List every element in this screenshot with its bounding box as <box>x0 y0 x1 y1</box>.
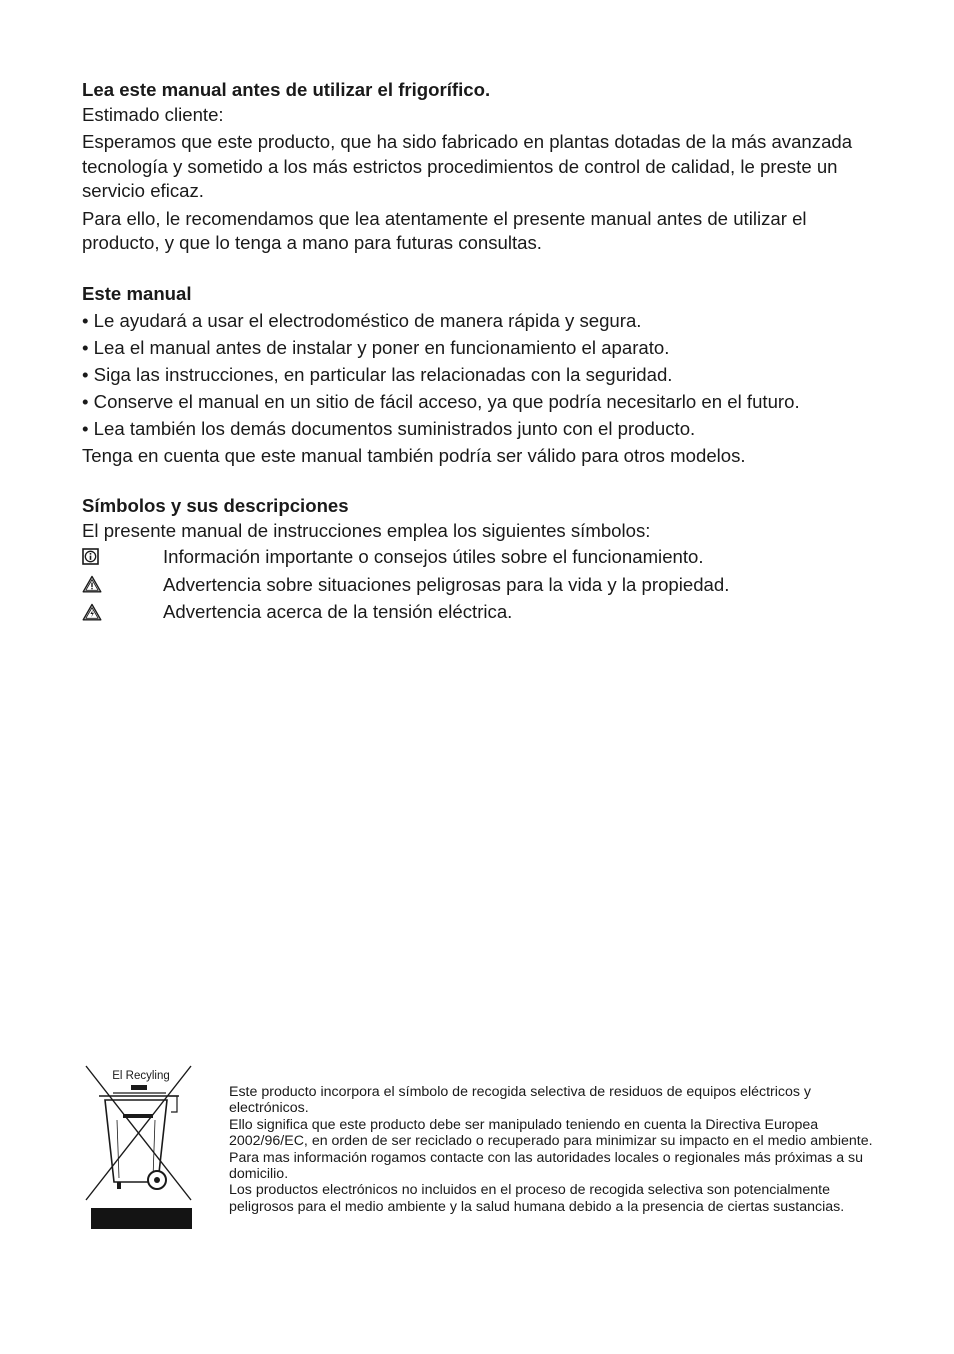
recycling-paragraph: Este producto incorpora el símbolo de recogida selectiva de residuos de equipos eléctricos y electrónicos. <box>229 1084 812 1117</box>
symbols-heading: Símbolos y sus descripciones <box>82 495 349 516</box>
intro-greeting: Estimado cliente: <box>82 103 224 125</box>
electric-warning-icon <box>82 603 163 621</box>
manual-bullet: • Lea el manual antes de instalar y poner en funcionamiento el aparato. <box>82 336 670 358</box>
symbol-row-info <box>82 543 882 571</box>
info-icon <box>82 548 163 565</box>
warning-icon <box>82 575 163 593</box>
symbol-row-electric <box>82 598 882 626</box>
symbols-intro: El presente manual de instrucciones emplea los siguientes símbolos: <box>82 519 651 541</box>
symbol-description: Advertencia sobre situaciones peligrosas para la vida y la propiedad. <box>163 573 730 595</box>
intro-paragraph: Esperamos que este producto, que ha sido fabricado en plantas dotadas de la más avanzada tecnología y sometido a los más estrictos procedimientos de control de calidad, le preste un servicio eficaz. <box>82 131 853 201</box>
manual-bullet: • Conserve el manual en un sitio de fácil acceso, ya que podría necesitarlo en el futuro. <box>82 390 800 412</box>
manual-section <box>82 282 882 469</box>
symbol-row-warning <box>82 571 882 599</box>
recycling-paragraph: Ello significa que este producto debe ser manipulado teniendo en cuenta la Directiva Europea 2002/96/EC, en orden de ser reciclado o recuperado para minimizar su impacto en el medio ambiente. Para mas información rogamos contacte con las autoridades locales o regionales más próximas a su domicilio. <box>229 1116 873 1183</box>
manual-bullet: • Siga las instrucciones, en particular las relacionadas con la seguridad. <box>82 363 673 385</box>
symbols-section <box>82 494 882 626</box>
symbol-description: Información importante o consejos útiles sobre el funcionamiento. <box>163 546 704 567</box>
symbol-description: Advertencia acerca de la tensión eléctrica. <box>163 601 513 622</box>
recycling-logo-label: El Recyling <box>112 1070 170 1082</box>
intro-section <box>82 78 882 256</box>
recycling-text <box>229 1084 879 1215</box>
intro-heading: Lea este manual antes de utilizar el frigorífico. <box>82 79 491 100</box>
manual-heading: Este manual <box>82 283 192 304</box>
manual-note: Tenga en cuenta que este manual también podría ser válido para otros modelos. <box>82 444 746 466</box>
manual-bullet: • Le ayudará a usar el electrodoméstico de manera rápida y segura. <box>82 309 642 331</box>
crossed-bin-icon <box>83 1060 195 1237</box>
intro-paragraph: Para ello, le recomendamos que lea atentamente el presente manual antes de utilizar el producto, y que lo tenga a mano para futuras consultas. <box>82 207 807 253</box>
manual-bullet: • Lea también los demás documentos suministrados junto con el producto. <box>82 417 696 439</box>
recycling-paragraph: Los productos electrónicos no incluidos en el proceso de recogida selectiva son potencialmente peligrosos para el medio ambiente y la salud humana debido a la presencia de ciertas sustancias. <box>229 1182 845 1215</box>
